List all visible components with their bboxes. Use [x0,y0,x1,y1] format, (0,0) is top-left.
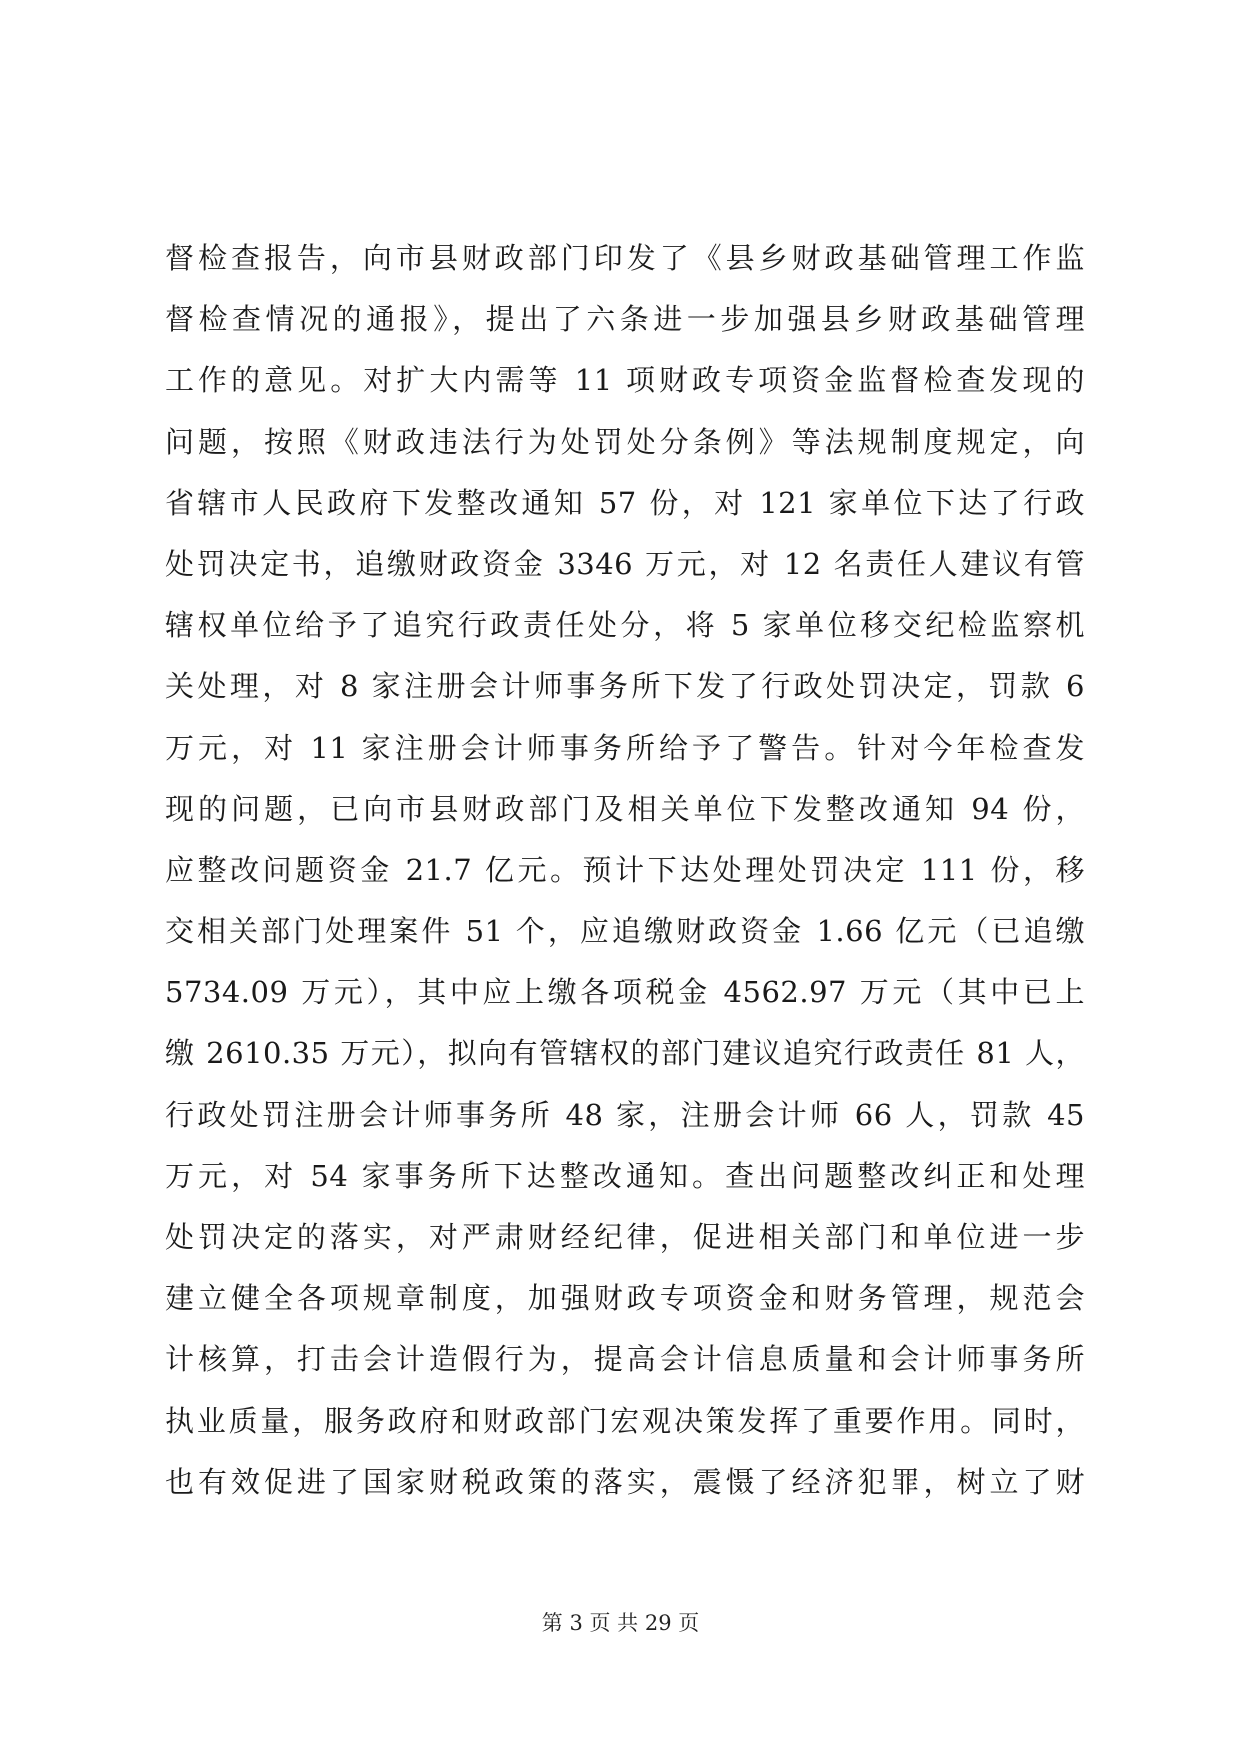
text-line: 工作的意见。对扩大内需等 11 项财政专项资金监督检查发现的 [165,363,1085,398]
page-footer [0,1608,1241,1638]
body-text [165,228,1085,1513]
text-line: 现的问题，已向市县财政部门及相关单位下发整改通知 94 份， [165,791,1085,826]
text-line: 也有效促进了国家财税政策的落实，震慑了经济犯罪，树立了财 [165,1464,1085,1499]
text-line: 执业质量，服务政府和财政部门宏观决策发挥了重要作用。同时， [165,1403,1085,1438]
text-line: 关处理，对 8 家注册会计师事务所下发了行政处罚决定，罚款 6 [165,669,1085,704]
page-number-label: 第 3 页 共 29 页 [541,1611,700,1635]
text-line: 建立健全各项规章制度，加强财政专项资金和财务管理，规范会 [165,1281,1085,1316]
text-line: 5734.09 万元），其中应上缴各项税金 4562.97 万元（其中已上 [165,975,1085,1010]
text-line: 督检查情况的通报》，提出了六条进一步加强县乡财政基础管理 [165,302,1085,337]
text-line: 处罚决定书，追缴财政资金 3346 万元，对 12 名责任人建议有管 [165,546,1085,581]
text-line: 交相关部门处理案件 51 个，应追缴财政资金 1.66 亿元（已追缴 [165,914,1085,949]
text-line: 应整改问题资金 21.7 亿元。预计下达处理处罚决定 111 份，移 [165,852,1085,887]
text-line: 行政处罚注册会计师事务所 48 家，注册会计师 66 人，罚款 45 [165,1097,1085,1132]
text-line: 督检查报告，向市县财政部门印发了《县乡财政基础管理工作监 [165,241,1085,275]
text-line: 处罚决定的落实，对严肃财经纪律，促进相关部门和单位进一步 [165,1220,1085,1254]
text-line: 缴 2610.35 万元），拟向有管辖权的部门建议追究行政责任 81 人， [165,1036,1085,1071]
text-line: 计核算，打击会计造假行为，提高会计信息质量和会计师事务所 [165,1342,1085,1377]
text-line: 问题，按照《财政违法行为处罚处分条例》等法规制度规定，向 [165,424,1085,459]
text-line: 万元，对 11 家注册会计师事务所给予了警告。针对今年检查发 [165,730,1085,765]
text-line: 省辖市人民政府下发整改通知 57 份，对 121 家单位下达了行政 [165,485,1085,520]
text-line: 万元，对 54 家事务所下达整改通知。查出问题整改纠正和处理 [165,1158,1085,1193]
text-line: 辖权单位给予了追究行政责任处分，将 5 家单位移交纪检监察机 [165,608,1085,643]
